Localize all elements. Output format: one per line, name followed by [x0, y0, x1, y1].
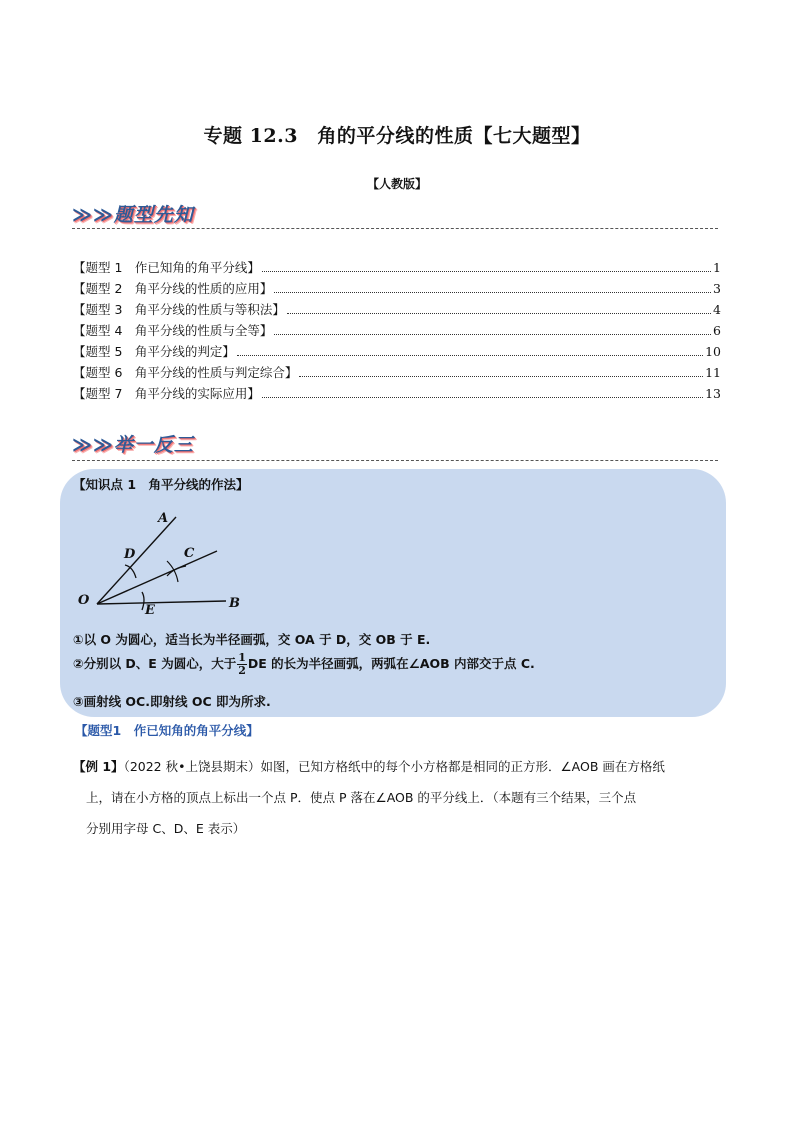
label-d: D [124, 547, 136, 562]
toc-item[interactable]: 【题型 4 角平分线的性质与全等】 6 [73, 323, 721, 338]
label-o: O [78, 593, 90, 608]
construction-step-1: ①以 O 为圆心，适当长为半径画弧，交 OA 于 D，交 OB 于 E. [73, 632, 431, 647]
toc-item[interactable]: 【题型 2 角平分线的性质的应用】 3 [73, 281, 721, 296]
type-1-heading: 【题型1 作已知角的角平分线】 [75, 723, 259, 738]
table-of-contents [73, 258, 721, 405]
label-e: E [145, 603, 155, 618]
toc-item[interactable]: 【题型 5 角平分线的判定】 10 [73, 344, 721, 359]
section-heading-toc: ≫≫题型先知 [72, 204, 194, 226]
toc-item[interactable]: 【题型 6 角平分线的性质与判定综合】 11 [73, 365, 721, 380]
example-label: 【例 1】 [73, 759, 124, 774]
toc-item[interactable]: 【题型 1 作已知角的角平分线】 1 [73, 260, 721, 275]
ray-oc [97, 551, 217, 604]
label-b: B [229, 596, 240, 611]
label-c: C [184, 546, 195, 561]
page-title: 专题 12.3 角的平分线的性质【七大题型】 [203, 125, 591, 147]
section-heading-lesson: ≫≫举一反三 [72, 434, 194, 456]
arc-e [142, 592, 144, 610]
angle-bisector-figure [70, 500, 260, 620]
construction-step-2: ②分别以 D、E 为圆心，大于 $\frac{1}{2}$ DE 的长为半径画弧，两弧在∠AOB 内部交于点 C. [73, 651, 535, 677]
label-a: A [158, 511, 169, 526]
toc-item[interactable]: 【题型 3 角平分线的性质与等积法】 4 [73, 302, 721, 317]
construction-step-3: ③画射线 OC.即射线 OC 即为所求. [73, 694, 271, 709]
example-1: 【例 1】（2022 秋•上饶县期末）如图，已知方格纸中的每个小方格都是相同的正方形．∠AOB 画在方格纸 上，请在小方格的顶点上标出一个点 P．使点 P 落在∠AOB 的平分线上．（本题有三个结果，三个点 分别用字母 C、D、E 表示） [73, 759, 665, 836]
edition-label: 【人教版】 [366, 177, 427, 191]
section-divider [72, 460, 718, 461]
toc-item[interactable]: 【题型 7 角平分线的实际应用】 13 [73, 386, 721, 401]
ray-ob [97, 601, 226, 604]
ray-oa [97, 517, 176, 604]
section-divider [72, 228, 718, 229]
knowledge-title: 【知识点 1 角平分线的作法】 [73, 477, 249, 492]
fraction-half: $\frac{1}{2}$ [238, 651, 246, 677]
